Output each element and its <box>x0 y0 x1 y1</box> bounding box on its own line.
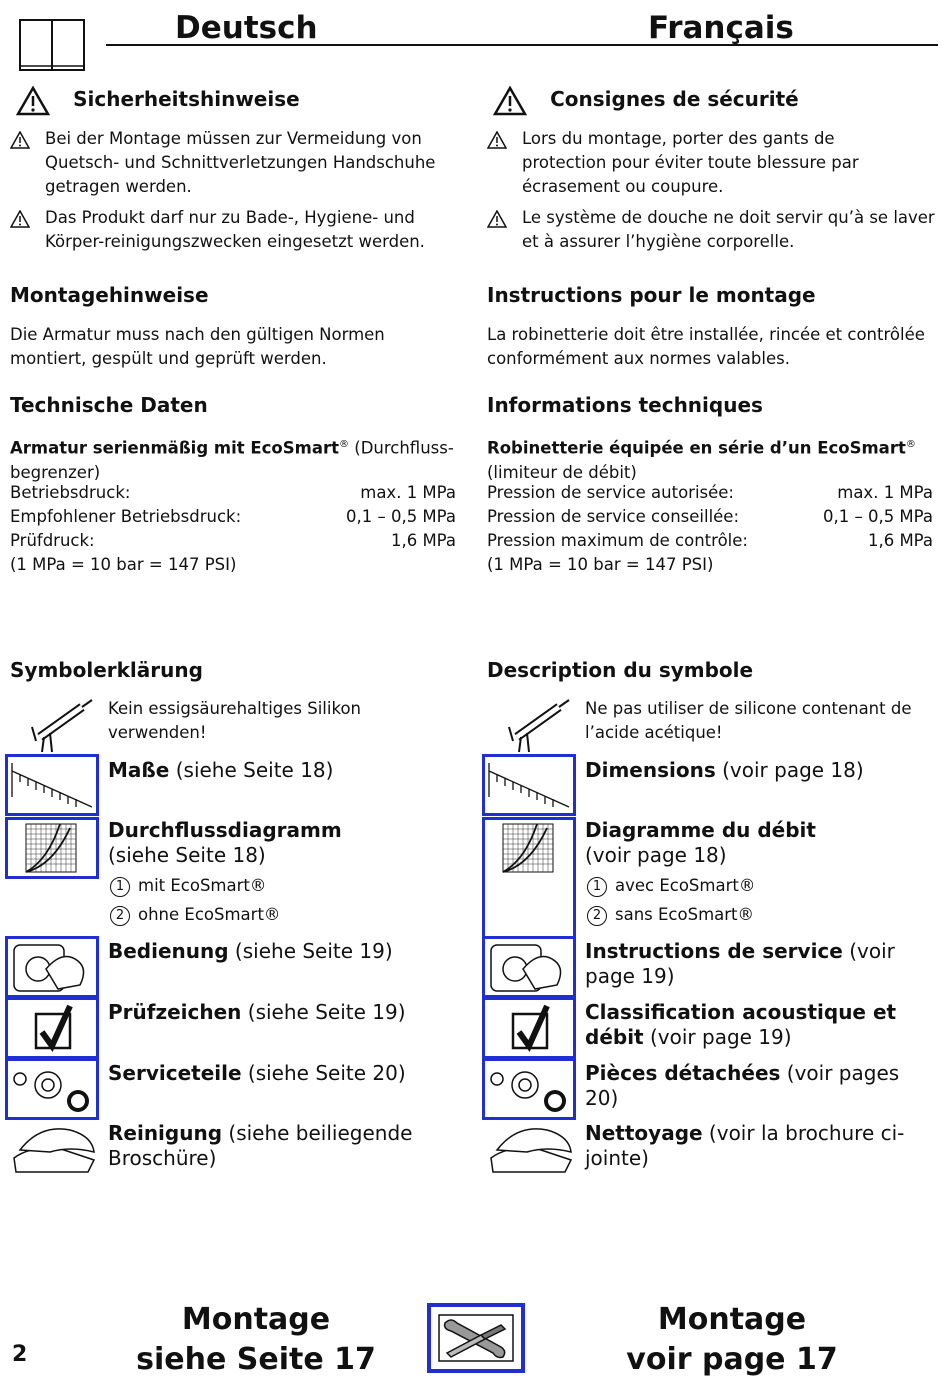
service-bold: Pièces détachées <box>585 1061 781 1085</box>
test-symbol <box>5 997 99 1059</box>
safety-item <box>487 206 937 254</box>
tech-row <box>487 529 933 553</box>
operation-rest: (voir page 19) <box>585 939 895 988</box>
dimensions-text <box>108 758 333 783</box>
service-rest: (voir pages 20) <box>585 1061 900 1110</box>
safety-title: Sicherheitshinweise <box>73 86 300 111</box>
page-number: 2 <box>12 1342 28 1367</box>
tech-value: 1,6 MPa <box>867 531 933 550</box>
checkmark-icon <box>8 1000 96 1056</box>
tools-symbol <box>427 1303 525 1373</box>
tech-row <box>10 505 456 529</box>
flow-rest: (siehe Seite 18) <box>108 843 266 867</box>
test-text <box>108 1000 406 1025</box>
tech-lead-rest: (Durchfluss-begrenzer) <box>10 438 454 482</box>
flow-diagram-icon <box>485 820 573 876</box>
tech-lead-rest: (limiteur de débit) <box>487 462 637 482</box>
operation-symbol <box>482 936 576 998</box>
warning-icon <box>487 131 507 149</box>
tech-lead-bold: Armatur serienmäßig mit EcoSmart <box>10 438 340 458</box>
number-1-icon: 1 <box>110 877 130 897</box>
checkmark-icon <box>485 1000 573 1056</box>
montage-fr-line1: Montage <box>657 1302 807 1337</box>
dimensions-rest: (siehe Seite 18) <box>169 758 334 782</box>
operation-text <box>108 939 393 964</box>
safety-heading-fr <box>493 86 799 116</box>
silicone-gun-icon <box>30 697 100 753</box>
cleaning-rest: (voir la brochure ci-jointe) <box>585 1121 905 1170</box>
safety-text: Bei der Montage müssen zur Vermeidung von Quetsch- und Schnittverletzungen Handschuhe getragen werden. <box>45 129 436 196</box>
mount-title: Montagehinweise <box>10 283 209 307</box>
cleaning-bold: Nettoyage <box>585 1121 703 1145</box>
dimensions-text <box>585 758 864 783</box>
dimensions-symbol <box>5 754 99 816</box>
hand-knob-icon <box>8 939 96 995</box>
mount-text: La robinetterie doit être installée, rincée et contrôlée conformément aux normes valables. <box>487 325 925 368</box>
manual-book-icon <box>18 18 86 72</box>
test-bold: Prüfzeichen <box>108 1000 242 1024</box>
operation-bold: Instructions de service <box>585 939 843 963</box>
tech-value: 0,1 – 0,5 MPa <box>345 507 456 526</box>
flow-legend-1 <box>587 874 755 898</box>
tech-label: Pression de service autorisée: <box>487 483 734 502</box>
tech-title: Technische Daten <box>10 393 208 417</box>
flow-rest: (voir page 18) <box>585 843 727 867</box>
flow-legend-2 <box>587 903 754 927</box>
service-text <box>585 1061 937 1111</box>
test-symbol <box>482 997 576 1059</box>
flow-symbol <box>5 817 99 879</box>
tech-lead: Armatur serienmäßig mit EcoSmart® (Durchfluss-begrenzer) <box>10 438 454 482</box>
cleaning-rest: (siehe beiliegende Broschüre) <box>108 1121 413 1170</box>
service-text <box>108 1061 406 1086</box>
cleaning-text <box>108 1121 458 1171</box>
test-rest: (siehe Seite 19) <box>241 1000 406 1024</box>
tech-title: Informations techniques <box>487 393 763 417</box>
service-symbol <box>5 1058 99 1120</box>
flow-legend-2 <box>110 903 280 927</box>
cleaning-bold: Reinigung <box>108 1121 223 1145</box>
test-bold: Classification acoustique et débit <box>585 1000 897 1049</box>
ruler-icon <box>8 757 96 813</box>
montage-fr-line2: voir page 17 <box>626 1342 838 1377</box>
tech-value: max. 1 MPa <box>837 483 933 502</box>
tech-lead: Robinetterie équipée en série d’un EcoSmart® (limiteur de débit) <box>487 438 916 482</box>
operation-text <box>585 939 945 989</box>
flow-legend-1-text: mit EcoSmart® <box>138 876 267 895</box>
wrench-screwdriver-icon <box>431 1307 521 1369</box>
warning-icon <box>10 131 30 149</box>
dimensions-bold: Maße <box>108 758 170 782</box>
mount-title: Instructions pour le montage <box>487 283 816 307</box>
dimensions-bold: Dimensions <box>585 758 716 782</box>
dimensions-symbol <box>482 754 576 816</box>
cleaning-text <box>585 1121 915 1171</box>
test-text <box>585 1000 915 1050</box>
tech-value: 1,6 MPa <box>390 531 456 550</box>
safety-text: Lors du montage, porter des gants de protection pour éviter toute blessure par écrasement ou coupure. <box>522 129 859 196</box>
tech-row <box>487 481 933 505</box>
flow-text <box>585 818 816 868</box>
safety-heading-de <box>16 86 300 116</box>
operation-bold: Bedienung <box>108 939 229 963</box>
montage-de-line2: siehe Seite 17 <box>136 1342 376 1377</box>
safety-item <box>10 127 450 199</box>
flow-symbol <box>482 817 576 940</box>
mount-text: Die Armatur muss nach den gültigen Normen montiert, gespült und geprüft werden. <box>10 325 385 368</box>
hand-knob-icon <box>485 939 573 995</box>
safety-item <box>487 127 907 199</box>
montage-de <box>106 1300 406 1380</box>
service-bold: Serviceteile <box>108 1061 242 1085</box>
dimensions-rest: (voir page 18) <box>715 758 864 782</box>
safety-text: Le système de douche ne doit servir qu’à se laver et à assurer l’hygiène corporelle. <box>522 208 935 251</box>
montage-fr <box>582 1300 882 1380</box>
flow-legend-1-text: avec EcoSmart® <box>615 876 756 895</box>
tech-value: 0,1 – 0,5 MPa <box>822 507 933 526</box>
tech-value: max. 1 MPa <box>360 483 456 502</box>
tech-label: Pression maximum de contrôle: <box>487 531 748 550</box>
tech-note: (1 MPa = 10 bar = 147 PSI) <box>10 555 237 574</box>
flow-legend-2-text: ohne EcoSmart® <box>138 905 281 924</box>
number-2-icon: 2 <box>587 906 607 926</box>
safety-text: Das Produkt darf nur zu Bade-, Hygiene- und Körper-reinigungszwecken eingesetzt werden. <box>45 208 425 251</box>
flow-text <box>108 818 342 868</box>
tech-label: Prüfdruck: <box>10 531 95 550</box>
number-1-icon: 1 <box>587 877 607 897</box>
tech-lead-bold: Robinetterie équipée en série d’un EcoSmart <box>487 438 906 458</box>
service-parts-icon <box>8 1061 96 1117</box>
tech-row <box>487 505 933 529</box>
warning-icon <box>10 210 30 228</box>
warning-icon <box>487 210 507 228</box>
symbol-title: Description du symbole <box>487 658 754 682</box>
language-fr: Français <box>648 10 794 46</box>
warning-icon <box>493 86 527 116</box>
silicone-text: Ne pas utiliser de silicone contenant de l’acide acétique! <box>585 699 912 742</box>
test-rest: (voir page 19) <box>643 1025 792 1049</box>
tech-row <box>10 529 456 553</box>
tech-row <box>10 481 456 505</box>
service-parts-icon <box>485 1061 573 1117</box>
silicone-text: Kein essigsäurehaltiges Silikon verwenden! <box>108 699 361 742</box>
tech-label: Pression de service conseillée: <box>487 507 740 526</box>
cleaning-cloth-icon <box>10 1120 102 1176</box>
language-de: Deutsch <box>175 10 318 46</box>
safety-title: Consignes de sécurité <box>550 86 799 111</box>
flow-bold: Diagramme du débit <box>585 818 816 842</box>
flow-bold: Durchflussdiagramm <box>108 818 342 842</box>
tech-label: Betriebsdruck: <box>10 483 131 502</box>
service-rest: (siehe Seite 20) <box>241 1061 406 1085</box>
service-symbol <box>482 1058 576 1120</box>
flow-diagram-icon <box>8 820 96 876</box>
safety-item <box>10 206 455 254</box>
cleaning-cloth-icon <box>487 1120 579 1176</box>
symbol-title: Symbolerklärung <box>10 658 203 682</box>
warning-icon <box>16 86 50 116</box>
operation-rest: (siehe Seite 19) <box>228 939 393 963</box>
flow-legend-2-text: sans EcoSmart® <box>615 905 755 924</box>
number-2-icon: 2 <box>110 906 130 926</box>
silicone-gun-icon <box>507 697 577 753</box>
tech-label: Empfohlener Betriebsdruck: <box>10 507 242 526</box>
montage-de-line1: Montage <box>181 1302 331 1337</box>
ruler-icon <box>485 757 573 813</box>
tech-note: (1 MPa = 10 bar = 147 PSI) <box>487 555 714 574</box>
operation-symbol <box>5 936 99 998</box>
flow-legend-1 <box>110 874 266 898</box>
